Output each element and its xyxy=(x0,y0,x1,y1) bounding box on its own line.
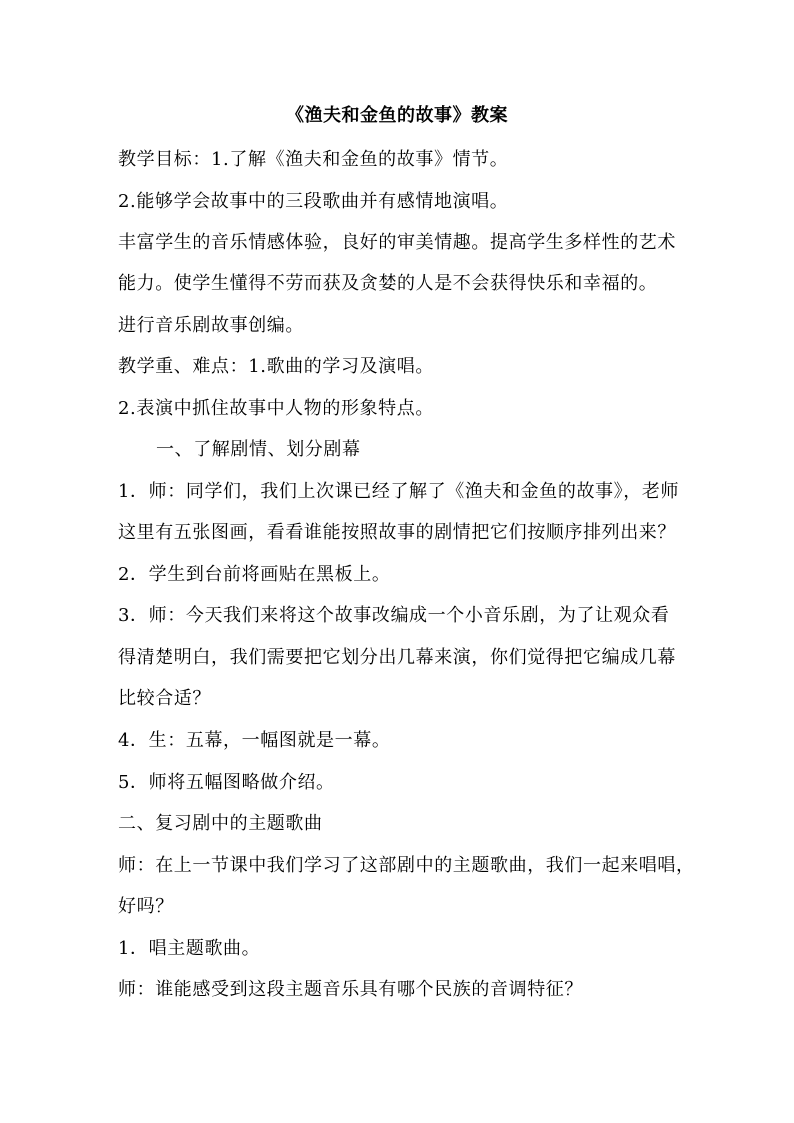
paragraph-line: 师：在上一节课中我们学习了这部剧中的主题歌曲，我们一起来唱唱， xyxy=(118,855,695,876)
paragraph-line: 师：谁能感受到这段主题音乐具有哪个民族的音调特征？ xyxy=(118,979,583,1000)
paragraph-line: 4．生：五幕，一幅图就是一幕。 xyxy=(118,730,391,751)
objective-line-1: 教学目标：1.了解《渔夫和金鱼的故事》情节。 xyxy=(118,149,509,170)
paragraph-line: 好吗？ xyxy=(118,896,174,917)
key-points-line-2: 2.表演中抓住故事中人物的形象特点。 xyxy=(118,398,434,419)
paragraph-line: 这里有五张图画，看看谁能按照故事的剧情把它们按顺序排列出来？ xyxy=(118,522,676,543)
section-2-heading: 二、复习剧中的主题歌曲 xyxy=(118,813,323,834)
paragraph-line: 3．师：今天我们来将这个故事改编成一个小音乐剧，为了让观众看 xyxy=(118,605,670,626)
objective-line-3: 丰富学生的音乐情感体验，良好的审美情趣。提高学生多样性的艺术 xyxy=(118,232,676,253)
objective-line-5: 进行音乐剧故事创编。 xyxy=(118,315,304,336)
key-points-line-1: 教学重、难点：1.歌曲的学习及演唱。 xyxy=(118,356,434,377)
paragraph-line: 1．唱主题歌曲。 xyxy=(118,938,261,959)
objective-line-2: 2.能够学会故事中的三段歌曲并有感情地演唱。 xyxy=(118,191,509,212)
paragraph-line: 5．师将五幅图略做介绍。 xyxy=(118,772,335,793)
paragraph-line: 1．师：同学们，我们上次课已经了解了《渔夫和金鱼的故事》，老师 xyxy=(118,481,680,502)
section-1-heading: 一、了解剧情、划分剧幕 xyxy=(156,439,361,460)
paragraph-line: 得清楚明白，我们需要把它划分出几幕来演，你们觉得把它编成几幕 xyxy=(118,647,676,668)
paragraph-line: 2．学生到台前将画贴在黑板上。 xyxy=(118,564,391,585)
paragraph-line: 比较合适？ xyxy=(118,688,211,709)
objective-line-4: 能力。使学生懂得不劳而获及贪婪的人是不会获得快乐和幸福的。 xyxy=(118,273,658,294)
document-title: 《渔夫和金鱼的故事》教案 xyxy=(286,105,508,126)
